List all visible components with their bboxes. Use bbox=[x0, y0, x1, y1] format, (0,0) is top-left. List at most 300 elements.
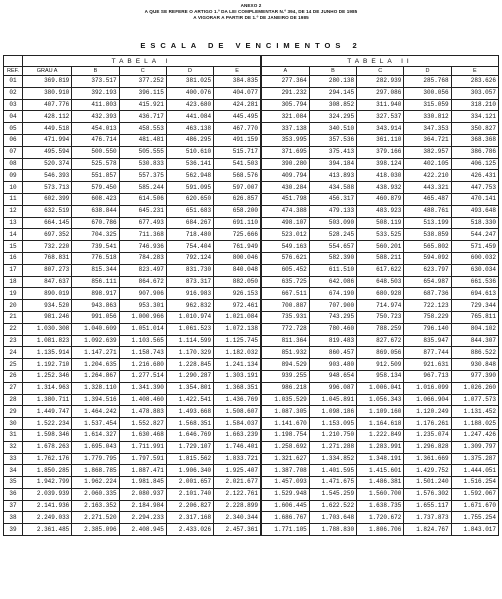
ref-cell: 36 bbox=[4, 488, 23, 500]
salary-cell: 451.798 bbox=[261, 193, 309, 205]
table-1-header: TABELA I bbox=[22, 56, 261, 67]
salary-cell: 324.295 bbox=[309, 111, 356, 123]
salary-cell: 390.280 bbox=[261, 158, 309, 170]
salary-cell: 674.190 bbox=[309, 288, 356, 300]
salary-cell: 815.344 bbox=[72, 264, 119, 276]
table-row bbox=[4, 370, 499, 382]
salary-cell: 1.264.867 bbox=[72, 370, 119, 382]
salary-cell: 1.981.845 bbox=[119, 477, 166, 489]
salary-cell: 415.921 bbox=[119, 99, 166, 111]
table-row bbox=[4, 465, 499, 477]
salary-cell: 463.138 bbox=[166, 123, 213, 135]
salary-cell: 823.497 bbox=[119, 264, 166, 276]
salary-cell: 280.138 bbox=[309, 76, 356, 88]
salary-cell: 1.638.735 bbox=[357, 500, 404, 512]
salary-cell: 594.092 bbox=[404, 252, 451, 264]
salary-cell: 1.686.767 bbox=[261, 512, 309, 524]
salary-cell: 523.012 bbox=[261, 229, 309, 241]
salary-cell: 2.001.657 bbox=[166, 477, 213, 489]
salary-cell: 1.720.672 bbox=[357, 512, 404, 524]
salary-cell: 1.471.675 bbox=[309, 477, 356, 489]
salary-cell: 426.431 bbox=[451, 170, 498, 182]
salary-cell: 1.077.573 bbox=[451, 394, 498, 406]
salary-cell: 835.947 bbox=[404, 335, 451, 347]
salary-cell: 784.283 bbox=[119, 252, 166, 264]
salary-cell: 1.125.745 bbox=[214, 335, 261, 347]
salary-cell: 282.939 bbox=[357, 76, 404, 88]
salary-cell: 392.193 bbox=[72, 87, 119, 99]
salary-cell: 305.794 bbox=[261, 99, 309, 111]
salary-cell: 630.034 bbox=[451, 264, 498, 276]
salary-cell: 458.553 bbox=[119, 123, 166, 135]
salary-cell: 1.663.239 bbox=[214, 429, 261, 441]
salary-cell: 371.695 bbox=[261, 146, 309, 158]
ref-cell: 07 bbox=[4, 146, 23, 158]
salary-cell: 626.857 bbox=[214, 193, 261, 205]
salary-cell: 467.770 bbox=[214, 123, 261, 135]
salary-cell: 1.925.407 bbox=[214, 465, 261, 477]
salary-cell: 1.671.670 bbox=[451, 500, 498, 512]
salary-cell: 1.622.522 bbox=[309, 500, 356, 512]
salary-cell: 508.119 bbox=[357, 217, 404, 229]
salary-cell: 796.140 bbox=[404, 323, 451, 335]
salary-cell: 560.201 bbox=[357, 241, 404, 253]
salary-cell: 1.737.873 bbox=[404, 512, 451, 524]
salary-cell: 1.850.285 bbox=[22, 465, 71, 477]
salary-cell: 1.522.234 bbox=[22, 418, 71, 430]
salary-cell: 2.184.984 bbox=[119, 500, 166, 512]
salary-cell: 691.110 bbox=[214, 217, 261, 229]
salary-cell: 588.211 bbox=[357, 252, 404, 264]
salary-cell: 1.081.823 bbox=[22, 335, 71, 347]
salary-cell: 1.833.721 bbox=[214, 453, 261, 465]
salary-cell: 456.317 bbox=[309, 193, 356, 205]
table-row bbox=[4, 441, 499, 453]
salary-cell: 1.247.426 bbox=[451, 429, 498, 441]
salary-cell: 454.013 bbox=[72, 123, 119, 135]
salary-cell: 2.317.168 bbox=[166, 512, 213, 524]
ref-cell: 03 bbox=[4, 99, 23, 111]
salary-cell: 1.464.242 bbox=[72, 406, 119, 418]
salary-cell: 1.630.468 bbox=[119, 429, 166, 441]
salary-cell: 334.121 bbox=[451, 111, 498, 123]
salary-cell: 1.788.830 bbox=[309, 524, 356, 536]
salary-cell: 916.983 bbox=[166, 288, 213, 300]
salary-cell: 1.192.710 bbox=[22, 359, 71, 371]
ref-cell: 01 bbox=[4, 76, 23, 88]
salary-cell: 384.835 bbox=[214, 76, 261, 88]
salary-cell: 1.271.288 bbox=[309, 441, 356, 453]
salary-cell: 1.529.948 bbox=[261, 488, 309, 500]
salary-cell: 1.746.401 bbox=[214, 441, 261, 453]
salary-cell: 576.621 bbox=[261, 252, 309, 264]
salary-cell: 1.006.041 bbox=[357, 382, 404, 394]
salary-cell: 436.717 bbox=[119, 111, 166, 123]
salary-cell: 546.393 bbox=[22, 170, 71, 182]
salary-cell: 1.537.454 bbox=[72, 418, 119, 430]
salary-cell: 503.090 bbox=[309, 217, 356, 229]
ref-cell: 19 bbox=[4, 288, 23, 300]
ref-cell: 34 bbox=[4, 465, 23, 477]
salary-cell: 680.928 bbox=[357, 288, 404, 300]
salary-cell: 318.210 bbox=[451, 99, 498, 111]
salary-cell: 1.655.117 bbox=[404, 500, 451, 512]
salary-cell: 714.974 bbox=[357, 300, 404, 312]
table-row bbox=[4, 406, 499, 418]
salary-cell: 1.457.093 bbox=[261, 477, 309, 489]
salary-cell: 873.317 bbox=[166, 276, 213, 288]
column-header: C bbox=[357, 67, 404, 76]
salary-cell: 1.056.343 bbox=[357, 394, 404, 406]
salary-cell: 1.387.708 bbox=[261, 465, 309, 477]
salary-cell: 2.141.936 bbox=[22, 500, 71, 512]
salary-cell: 1.072.138 bbox=[214, 323, 261, 335]
salary-cell: 400.076 bbox=[166, 87, 213, 99]
ref-cell: 29 bbox=[4, 406, 23, 418]
salary-cell: 1.303.191 bbox=[214, 370, 261, 382]
salary-cell: 718.480 bbox=[166, 229, 213, 241]
salary-cell: 386.786 bbox=[451, 146, 498, 158]
salary-cell: 642.086 bbox=[309, 276, 356, 288]
salary-cell: 1.222.849 bbox=[357, 429, 404, 441]
salary-cell: 445.495 bbox=[214, 111, 261, 123]
salary-cell: 1.887.471 bbox=[119, 465, 166, 477]
salary-cell: 1.188.025 bbox=[451, 418, 498, 430]
column-header: B bbox=[309, 67, 356, 76]
salary-cell: 1.341.390 bbox=[119, 382, 166, 394]
table-row bbox=[4, 311, 499, 323]
table-row bbox=[4, 123, 499, 135]
salary-cell: 538.859 bbox=[404, 229, 451, 241]
ref-cell: 17 bbox=[4, 264, 23, 276]
salary-cell: 645.231 bbox=[119, 205, 166, 217]
salary-cell: 761.949 bbox=[214, 241, 261, 253]
salary-cell: 1.449.747 bbox=[22, 406, 71, 418]
salary-cell: 1.258.692 bbox=[261, 441, 309, 453]
salary-cell: 939.255 bbox=[261, 370, 309, 382]
table-row bbox=[4, 241, 499, 253]
salary-cell: 364.721 bbox=[404, 134, 451, 146]
salary-cell: 1.478.883 bbox=[119, 406, 166, 418]
salary-cell: 2.060.335 bbox=[72, 488, 119, 500]
salary-cell: 471.994 bbox=[22, 134, 71, 146]
salary-cell: 2.163.352 bbox=[72, 500, 119, 512]
salary-cell: 1.120.249 bbox=[404, 406, 451, 418]
salary-cell: 765.811 bbox=[451, 311, 498, 323]
salary-cell: 407.776 bbox=[22, 99, 71, 111]
salary-cell: 474.388 bbox=[261, 205, 309, 217]
salary-cell: 725.666 bbox=[214, 229, 261, 241]
ref-cell: 10 bbox=[4, 182, 23, 194]
salary-cell: 398.124 bbox=[357, 158, 404, 170]
salary-cell: 379.166 bbox=[357, 146, 404, 158]
salary-cell: 667.511 bbox=[261, 288, 309, 300]
salary-cell: 840.048 bbox=[214, 264, 261, 276]
salary-cell: 707.900 bbox=[309, 300, 356, 312]
salary-cell: 2.122.761 bbox=[214, 488, 261, 500]
salary-cell: 754.404 bbox=[166, 241, 213, 253]
salary-cell: 438.932 bbox=[357, 182, 404, 194]
salary-cell: 1.114.599 bbox=[166, 335, 213, 347]
ref-cell: 26 bbox=[4, 370, 23, 382]
salary-cell: 658.200 bbox=[214, 205, 261, 217]
salary-cell: 1.729.107 bbox=[166, 441, 213, 453]
salary-cell: 1.598.346 bbox=[22, 429, 71, 441]
table-row bbox=[4, 87, 499, 99]
table-row bbox=[4, 217, 499, 229]
annex-reference: A QUE SE REFERE O ARTIGO 1.º DA LEI COMPLEMENTAR N.º 394, DE 14 DE JUNHO DE 1985 bbox=[144, 9, 358, 14]
salary-cell: 377.252 bbox=[119, 76, 166, 88]
salary-cell: 443.321 bbox=[404, 182, 451, 194]
salary-cell: 375.413 bbox=[309, 146, 356, 158]
table-row bbox=[4, 429, 499, 441]
salary-cell: 520.374 bbox=[22, 158, 71, 170]
salary-cell: 533.525 bbox=[357, 229, 404, 241]
salary-cell: 327.537 bbox=[357, 111, 404, 123]
salary-cell: 541.503 bbox=[214, 158, 261, 170]
salary-cell: 860.457 bbox=[309, 347, 356, 359]
ref-cell: 16 bbox=[4, 252, 23, 264]
salary-cell: 1.021.084 bbox=[214, 311, 261, 323]
salary-cell: 811.364 bbox=[261, 335, 309, 347]
column-header: D bbox=[166, 67, 213, 76]
salary-cell: 525.578 bbox=[72, 158, 119, 170]
salary-cell: 1.164.618 bbox=[357, 418, 404, 430]
salary-cell: 972.461 bbox=[214, 300, 261, 312]
salary-cell: 996.087 bbox=[309, 382, 356, 394]
salary-cell: 536.141 bbox=[166, 158, 213, 170]
salary-cell: 1.606.445 bbox=[261, 500, 309, 512]
salary-cell: 800.046 bbox=[214, 252, 261, 264]
salary-cell: 350.827 bbox=[451, 123, 498, 135]
table-row bbox=[4, 229, 499, 241]
salary-cell: 804.102 bbox=[451, 323, 498, 335]
salary-cell: 962.832 bbox=[166, 300, 213, 312]
salary-cell: 573.713 bbox=[22, 182, 71, 194]
salary-cell: 986.218 bbox=[261, 382, 309, 394]
salary-cell: 1.228.845 bbox=[166, 359, 213, 371]
salary-cell: 670.786 bbox=[72, 217, 119, 229]
salary-cell: 1.592.067 bbox=[451, 488, 498, 500]
salary-cell: 732.220 bbox=[22, 241, 71, 253]
salary-cell: 1.309.797 bbox=[451, 441, 498, 453]
salary-cell: 357.536 bbox=[309, 134, 356, 146]
salary-cell: 434.588 bbox=[309, 182, 356, 194]
column-header: E bbox=[214, 67, 261, 76]
salary-cell: 418.030 bbox=[357, 170, 404, 182]
salary-cell: 2.021.677 bbox=[214, 477, 261, 489]
salary-cell: 340.510 bbox=[309, 123, 356, 135]
salary-cell: 515.717 bbox=[214, 146, 261, 158]
table-row bbox=[4, 347, 499, 359]
table-row bbox=[4, 252, 499, 264]
salary-cell: 1.516.254 bbox=[451, 477, 498, 489]
salary-cell: 1.170.329 bbox=[166, 347, 213, 359]
salary-cell: 1.296.828 bbox=[404, 441, 451, 453]
salary-cell: 1.552.827 bbox=[119, 418, 166, 430]
annex-title: ANEXO 2 bbox=[240, 3, 262, 8]
salary-cell: 404.077 bbox=[214, 87, 261, 99]
table-row bbox=[4, 394, 499, 406]
salary-cell: 1.109.160 bbox=[357, 406, 404, 418]
ref-cell: 35 bbox=[4, 477, 23, 489]
salary-cell: 1.962.224 bbox=[72, 477, 119, 489]
ref-cell: 27 bbox=[4, 382, 23, 394]
salary-cell: 479.133 bbox=[309, 205, 356, 217]
salary-cell: 1.444.051 bbox=[451, 465, 498, 477]
salary-cell: 483.923 bbox=[357, 205, 404, 217]
salary-cell: 1.560.700 bbox=[357, 488, 404, 500]
salary-cell: 381.025 bbox=[166, 76, 213, 88]
salary-cell: 368.368 bbox=[451, 134, 498, 146]
salary-cell: 582.390 bbox=[309, 252, 356, 264]
table-row bbox=[4, 288, 499, 300]
salary-cell: 369.819 bbox=[22, 76, 71, 88]
salary-cell: 827.672 bbox=[357, 335, 404, 347]
salary-cell: 991.056 bbox=[72, 311, 119, 323]
salary-cell: 283.626 bbox=[451, 76, 498, 88]
salary-cell: 958.134 bbox=[357, 370, 404, 382]
salary-cell: 2.385.096 bbox=[72, 524, 119, 536]
salary-cell: 294.145 bbox=[309, 87, 356, 99]
salary-cell: 423.680 bbox=[166, 99, 213, 111]
salary-cell: 661.536 bbox=[451, 276, 498, 288]
salary-cell: 432.393 bbox=[72, 111, 119, 123]
salary-cell: 1.153.095 bbox=[309, 418, 356, 430]
salary-cell: 2.206.827 bbox=[166, 500, 213, 512]
annex-effective-date: A VIGORAR A PARTIR DE 1.º DE JANEIRO DE 1985 bbox=[193, 15, 309, 20]
salary-cell: 981.246 bbox=[22, 311, 71, 323]
salary-cell: 1.797.591 bbox=[119, 453, 166, 465]
salary-cell: 1.436.769 bbox=[214, 394, 261, 406]
ref-cell: 21 bbox=[4, 311, 23, 323]
salary-cell: 1.026.260 bbox=[451, 382, 498, 394]
salary-cell: 819.483 bbox=[309, 335, 356, 347]
salary-cell: 898.917 bbox=[72, 288, 119, 300]
salary-cell: 711.368 bbox=[119, 229, 166, 241]
table-row bbox=[4, 500, 499, 512]
salary-cell: 428.112 bbox=[22, 111, 71, 123]
table-row bbox=[4, 323, 499, 335]
salary-cell: 1.824.767 bbox=[404, 524, 451, 536]
salary-cell: 1.045.891 bbox=[309, 394, 356, 406]
salary-cell: 750.723 bbox=[357, 311, 404, 323]
salary-cell: 903.480 bbox=[309, 359, 356, 371]
salary-cell: 792.124 bbox=[166, 252, 213, 264]
ref-cell: 04 bbox=[4, 111, 23, 123]
salary-cell: 2.457.361 bbox=[214, 524, 261, 536]
ref-cell: 33 bbox=[4, 453, 23, 465]
ref-cell: 18 bbox=[4, 276, 23, 288]
salary-cell: 1.035.529 bbox=[261, 394, 309, 406]
salary-cell: 1.321.627 bbox=[261, 453, 309, 465]
salary-cell: 424.281 bbox=[214, 99, 261, 111]
ref-cell: 24 bbox=[4, 347, 23, 359]
salary-cell: 722.123 bbox=[404, 300, 451, 312]
ref-cell: 32 bbox=[4, 441, 23, 453]
salary-cell: 1.135.914 bbox=[22, 347, 71, 359]
salary-cell: 967.713 bbox=[404, 370, 451, 382]
salary-cell: 481.481 bbox=[119, 134, 166, 146]
salary-cell: 1.061.523 bbox=[166, 323, 213, 335]
salary-cell: 1.501.240 bbox=[404, 477, 451, 489]
table-row bbox=[4, 524, 499, 536]
salary-cell: 1.584.037 bbox=[214, 418, 261, 430]
salary-cell: 1.843.017 bbox=[451, 524, 498, 536]
table-row bbox=[4, 205, 499, 217]
salary-cell: 943.863 bbox=[72, 300, 119, 312]
salary-cell: 1.646.769 bbox=[166, 429, 213, 441]
salary-cell: 600.032 bbox=[451, 252, 498, 264]
salary-cell: 562.948 bbox=[166, 170, 213, 182]
table-row bbox=[4, 111, 499, 123]
salary-cell: 441.084 bbox=[166, 111, 213, 123]
salary-cell: 1.394.516 bbox=[72, 394, 119, 406]
salary-cell: 579.450 bbox=[72, 182, 119, 194]
salary-cell: 1.408.460 bbox=[119, 394, 166, 406]
ref-cell: 13 bbox=[4, 217, 23, 229]
salary-cell: 735.931 bbox=[261, 311, 309, 323]
salary-cell: 1.098.186 bbox=[309, 406, 356, 418]
salary-cell: 847.637 bbox=[22, 276, 71, 288]
salary-cell: 638.844 bbox=[72, 205, 119, 217]
ref-cell: 31 bbox=[4, 429, 23, 441]
salary-cell: 1.328.110 bbox=[72, 382, 119, 394]
salary-cell: 617.622 bbox=[357, 264, 404, 276]
salary-cell: 406.125 bbox=[451, 158, 498, 170]
salary-cell: 694.613 bbox=[451, 288, 498, 300]
column-header: REF. bbox=[4, 67, 23, 76]
salary-cell: 513.199 bbox=[404, 217, 451, 229]
salary-cell: 343.914 bbox=[357, 123, 404, 135]
salary-cell: 684.267 bbox=[166, 217, 213, 229]
salary-cell: 614.506 bbox=[119, 193, 166, 205]
table-row bbox=[4, 300, 499, 312]
salary-cell: 1.131.452 bbox=[451, 406, 498, 418]
salary-cell: 1.380.711 bbox=[22, 394, 71, 406]
salary-cell: 953.301 bbox=[119, 300, 166, 312]
salary-cell: 882.050 bbox=[214, 276, 261, 288]
salary-cell: 321.084 bbox=[261, 111, 309, 123]
salary-cell: 500.550 bbox=[72, 146, 119, 158]
ref-cell: 39 bbox=[4, 524, 23, 536]
salary-cell: 831.730 bbox=[166, 264, 213, 276]
salary-cell: 1.147.271 bbox=[72, 347, 119, 359]
salary-cell: 1.000.966 bbox=[119, 311, 166, 323]
salary-cell: 311.940 bbox=[357, 99, 404, 111]
salary-cell: 1.158.743 bbox=[119, 347, 166, 359]
salary-cell: 1.942.799 bbox=[22, 477, 71, 489]
salary-cell: 1.141.670 bbox=[261, 418, 309, 430]
salary-cell: 1.092.639 bbox=[72, 335, 119, 347]
salary-cell: 1.030.308 bbox=[22, 323, 71, 335]
salary-cell: 488.761 bbox=[404, 205, 451, 217]
salary-cell: 635.725 bbox=[261, 276, 309, 288]
table-row bbox=[4, 99, 499, 111]
salary-cell: 409.794 bbox=[261, 170, 309, 182]
table-row bbox=[4, 477, 499, 489]
salary-cell: 591.095 bbox=[166, 182, 213, 194]
salary-cell: 382.957 bbox=[404, 146, 451, 158]
table-row bbox=[4, 488, 499, 500]
salary-cell: 1.314.963 bbox=[22, 382, 71, 394]
column-header: E bbox=[451, 67, 498, 76]
salary-cell: 780.460 bbox=[309, 323, 356, 335]
salary-cell: 597.007 bbox=[214, 182, 261, 194]
salary-cell: 449.518 bbox=[22, 123, 71, 135]
salary-cell: 315.059 bbox=[404, 99, 451, 111]
ref-cell: 23 bbox=[4, 335, 23, 347]
